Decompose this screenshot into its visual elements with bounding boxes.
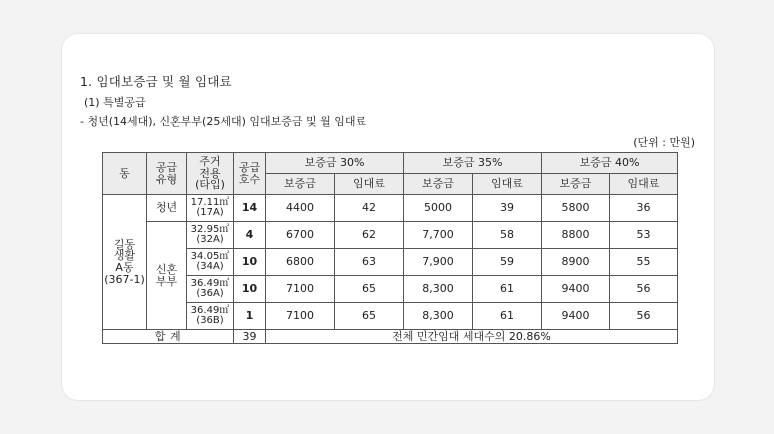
header-supply-type: 공급 유형 [147,153,187,195]
header-rent: 임대료 [335,174,404,195]
area-cell: 36.49㎡ (36B) [187,303,234,330]
total-label: 합 계 [103,330,234,344]
table-row [103,276,678,303]
deposit-40: 9400 [542,303,610,330]
area-cell: 32.95㎡ (32A) [187,222,234,249]
header-supply-count: 공급 호수 [234,153,266,195]
area-cell: 36.49㎡ (36A) [187,276,234,303]
rent-30: 65 [335,276,404,303]
unit-label: (단위 : 만원) [633,136,695,149]
rent-30: 63 [335,249,404,276]
deposit-35: 7,700 [404,222,473,249]
table-row [103,195,678,222]
header-rent: 임대료 [610,174,678,195]
deposit-40: 8900 [542,249,610,276]
type-youth: 청년 [147,195,187,222]
area-cell: 34.05㎡ (34A) [187,249,234,276]
rent-30: 62 [335,222,404,249]
deposit-30: 7100 [266,276,335,303]
count-cell: 10 [234,249,266,276]
rent-40: 53 [610,222,678,249]
rent-35: 61 [473,276,542,303]
header-group-30: 보증금 30% [266,153,404,174]
section-heading: 1. 임대보증금 및 월 임대료 [80,74,232,89]
rent-30: 42 [335,195,404,222]
deposit-35: 8,300 [404,276,473,303]
section-description: - 청년(14세대), 신혼부부(25세대) 임대보증금 및 월 임대료 [80,115,367,128]
table-row [103,222,678,249]
total-note: 전체 민간임대 세대수의 20.86% [266,330,678,344]
deposit-35: 7,900 [404,249,473,276]
header-deposit: 보증금 [542,174,610,195]
rent-40: 56 [610,276,678,303]
header-group-40: 보증금 40% [542,153,678,174]
header-rent: 임대료 [473,174,542,195]
type-newlywed: 신혼 부부 [147,222,187,330]
table-row [103,303,678,330]
rent-35: 58 [473,222,542,249]
count-cell: 10 [234,276,266,303]
header-dong: 동 [103,153,147,195]
deposit-30: 4400 [266,195,335,222]
section-subheading: (1) 특별공급 [84,96,146,109]
rent-35: 61 [473,303,542,330]
area-cell: 17.11㎡ (17A) [187,195,234,222]
count-cell: 14 [234,195,266,222]
rent-40: 56 [610,303,678,330]
deposit-35: 8,300 [404,303,473,330]
rent-40: 55 [610,249,678,276]
total-count: 39 [234,330,266,344]
rent-30: 65 [335,303,404,330]
header-deposit: 보증금 [266,174,335,195]
deposit-40: 5800 [542,195,610,222]
table-row [103,249,678,276]
rent-35: 59 [473,249,542,276]
deposit-30: 6800 [266,249,335,276]
rent-40: 36 [610,195,678,222]
rent-table [102,152,678,344]
count-cell: 4 [234,222,266,249]
deposit-40: 8800 [542,222,610,249]
deposit-30: 7100 [266,303,335,330]
header-group-35: 보증금 35% [404,153,542,174]
deposit-40: 9400 [542,276,610,303]
total-row [103,330,678,344]
deposit-30: 6700 [266,222,335,249]
rent-35: 39 [473,195,542,222]
dong-name: 길동 생활 A동 (367-1) [103,195,147,330]
count-cell: 1 [234,303,266,330]
header-deposit: 보증금 [404,174,473,195]
deposit-35: 5000 [404,195,473,222]
header-area: 주거 전용 (타입) [187,153,234,195]
